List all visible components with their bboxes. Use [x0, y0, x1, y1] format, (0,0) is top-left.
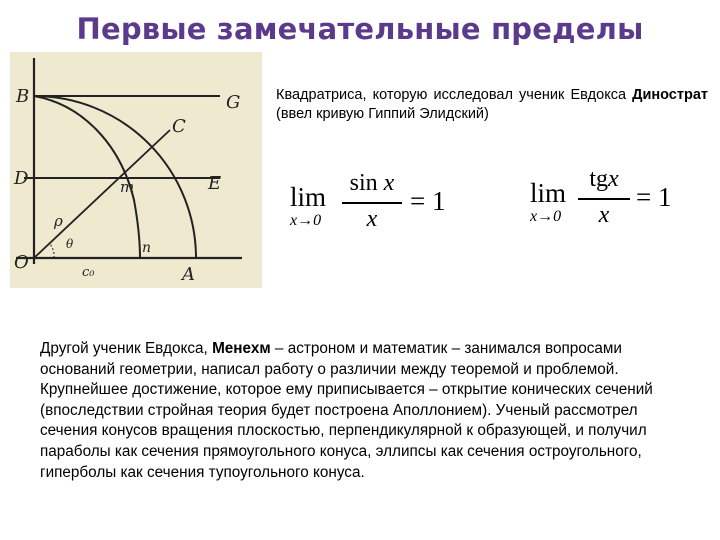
numerator: tgx: [589, 166, 619, 192]
lim-subscript: x→0: [290, 212, 322, 229]
denominator: x: [366, 206, 378, 232]
denominator: x: [598, 202, 610, 228]
label-n: n: [142, 240, 152, 256]
label-m: m: [120, 178, 135, 196]
label-rho: ρ: [54, 212, 63, 230]
lim-label: lim: [530, 178, 567, 208]
menaechmus-name: Менехм: [212, 340, 271, 357]
equals-one: = 1: [410, 186, 446, 216]
fraction-bar: [342, 202, 402, 204]
label-c: C: [172, 116, 186, 137]
label-c0: c₀: [82, 265, 95, 280]
lim-label: lim: [290, 182, 327, 212]
label-e: E: [208, 173, 222, 194]
quadratrix-diagram: [10, 52, 262, 288]
label-a: A: [182, 264, 195, 285]
page-title: Первые замечательные пределы: [76, 12, 644, 46]
label-theta: θ: [66, 237, 74, 251]
menaechmus-paragraph: Другой ученик Евдокса, Менехм – астроном и математик – занимался вопросами оснований геометрии, написал работу о различии между теоремой и проблемой. Крупнейшее достижение, которое ему приписывается – открытие конических сечений (впоследствии стройная теория будет построена Аполлонием). Ученый рассмотрел сечения конусов вращения плоскостью, перпендикулярной к образующей, и получил параболы как сечения прямоугольного конуса, эллипсы как сечения остроугольного, гиперболы как сечения тупоугольного конуса.: [40, 340, 653, 481]
tangent-limit: [530, 168, 700, 238]
radius-oc: [34, 130, 170, 258]
label-g: G: [226, 92, 241, 113]
equals-one: = 1: [636, 182, 672, 212]
dinostratus-name: Динострат: [632, 87, 708, 103]
label-d: D: [14, 168, 29, 189]
first-remarkable-limit: [290, 168, 460, 238]
label-o: O: [14, 252, 29, 273]
lim-subscript: x→0: [530, 208, 562, 225]
label-b: B: [16, 86, 30, 107]
numerator: sin x: [349, 170, 395, 196]
quadratrix-figure: [10, 52, 262, 288]
angle-arc: [50, 244, 54, 258]
fraction-bar: [578, 198, 630, 200]
quadratrix-description: Квадратриса, которую исследовал ученик Евдокса Динострат (ввел кривую Гиппий Элидский): [276, 87, 708, 122]
